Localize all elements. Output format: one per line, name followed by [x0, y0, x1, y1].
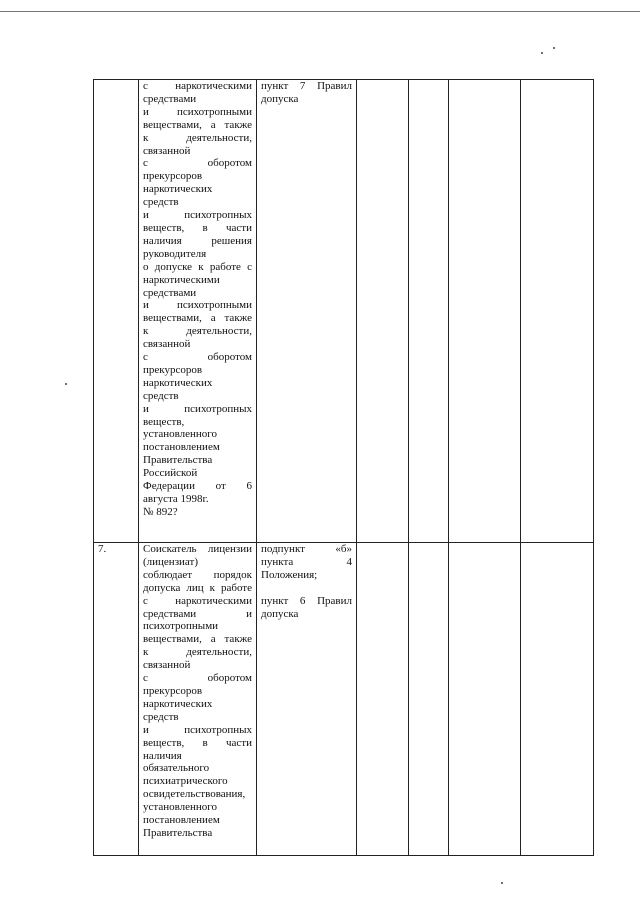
scan-speck — [541, 52, 543, 54]
text-line: с оборотом — [143, 672, 252, 685]
text-line: и психотропных — [143, 209, 252, 222]
text-line: с оборотом — [143, 157, 252, 170]
text-line: веществ, в части — [143, 736, 252, 749]
inspection-table — [93, 79, 594, 856]
empty-cell — [409, 543, 449, 856]
text-line: Соискатель лицензии — [143, 543, 252, 555]
text-line: обязательного — [143, 762, 210, 775]
text-line: к деятельности, — [143, 325, 252, 338]
text-line: веществ, — [143, 415, 185, 428]
text-line: наличия — [143, 749, 182, 762]
text-line: связанной — [143, 144, 191, 157]
text-line: Правительства — [143, 454, 213, 467]
text-line: наличия решения — [143, 234, 252, 247]
text-line: допуска — [261, 607, 299, 620]
text-line: допуска лиц к работе — [143, 581, 252, 594]
empty-cell — [521, 80, 594, 543]
text-line: к деятельности, — [143, 646, 252, 659]
table-row — [94, 80, 594, 543]
empty-cell — [449, 543, 521, 856]
empty-cell — [357, 80, 409, 543]
text-line: веществ, в части — [143, 221, 252, 234]
text-line: наркотических — [143, 183, 213, 196]
text-line: (лицензиат) — [143, 555, 198, 568]
text-line: прекурсоров — [143, 363, 203, 376]
text-line: постановлением — [143, 814, 220, 827]
text-line: и психотропными — [143, 299, 252, 312]
text-line: с оборотом — [143, 351, 252, 364]
scan-speck — [501, 882, 503, 884]
text-line: связанной — [143, 338, 191, 351]
text-line: наркотических — [143, 697, 213, 710]
reference-cell — [257, 80, 357, 543]
text-line: постановлением — [143, 441, 220, 454]
text-line: психиатрического — [143, 775, 228, 788]
text-line: прекурсоров — [143, 684, 203, 697]
text-line: связанной — [143, 659, 191, 672]
text-line: освидетельствования, — [143, 788, 246, 801]
text-line: и психотропных — [143, 402, 252, 415]
text-line: Российской — [143, 467, 198, 480]
empty-cell — [449, 80, 521, 543]
text-line: Правительства — [143, 826, 213, 839]
text-line: установленного — [143, 428, 218, 441]
text-line: руководителя — [143, 247, 207, 260]
text-line: веществами, а также — [143, 633, 252, 646]
requirement-cell — [139, 80, 257, 543]
text-line: наркотических — [143, 376, 213, 389]
text-line: веществами, а также — [143, 312, 252, 325]
text-line: средств — [143, 196, 179, 209]
text-line: пункт 7 Правил — [261, 80, 352, 92]
text-line: средствами и — [143, 607, 252, 620]
text-line: и психотропными — [143, 105, 252, 118]
empty-cell — [357, 543, 409, 856]
empty-cell — [521, 543, 594, 856]
text-line: допуска — [261, 92, 299, 105]
scan-speck — [553, 47, 555, 49]
text-line: Положения; — [261, 568, 318, 581]
text-line: с наркотическими — [143, 80, 252, 92]
text-line: средств — [143, 710, 179, 723]
text-line: о допуске к работе с — [143, 260, 252, 273]
text-line: пункт 6 Правил — [261, 594, 352, 607]
text-line: средств — [143, 389, 179, 402]
text-line: психотропными — [143, 620, 219, 633]
text-line: к деятельности, — [143, 131, 252, 144]
text-line: средствами — [143, 92, 197, 105]
text-line: и психотропных — [143, 723, 252, 736]
row-number-cell — [94, 80, 139, 543]
text-line: пункта 4 — [261, 555, 352, 568]
text-line: прекурсоров — [143, 170, 203, 183]
text-line: веществами, а также — [143, 118, 252, 131]
text-line: с наркотическими — [143, 594, 252, 607]
text-line: соблюдает порядок — [143, 568, 252, 581]
reference-cell — [257, 543, 357, 856]
text-line: № 892? — [143, 505, 178, 518]
text-line — [261, 582, 352, 595]
scan-speck — [65, 383, 67, 385]
text-line: установленного — [143, 801, 218, 814]
table-row — [94, 543, 594, 856]
row-number-cell: 7. — [94, 543, 139, 856]
requirement-cell — [139, 543, 257, 856]
empty-cell — [409, 80, 449, 543]
text-line: средствами — [143, 286, 197, 299]
top-rule — [0, 11, 640, 12]
text-line: августа 1998г. — [143, 493, 209, 505]
text-line: подпункт «б» — [261, 543, 352, 555]
text-line: Федерации от 6 — [143, 480, 252, 493]
text-line: наркотическими — [143, 273, 220, 286]
